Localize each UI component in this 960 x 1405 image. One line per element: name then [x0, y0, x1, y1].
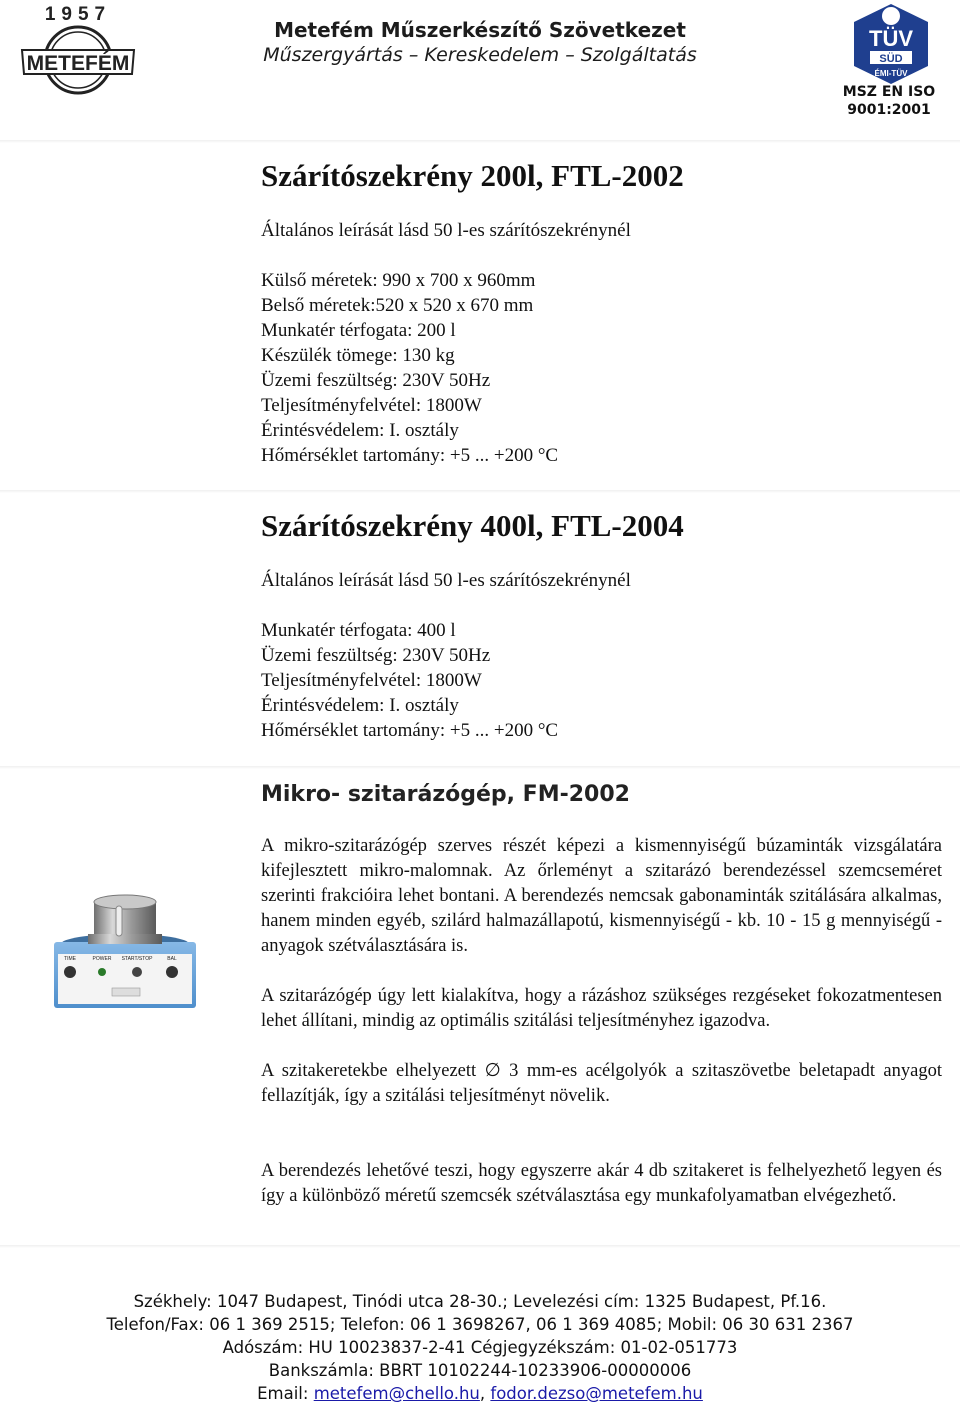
spec-item: Teljesítményfelvétel: 1800W	[261, 670, 482, 691]
product3-description: A mikro-szitarázógép szerves részét képezi a kismennyiségű búzaminták vizsgálatára kifejlesztett mikro-malomnak. Az őrleményt a szitarázó berendezéssel szemcseméret szerinti frakcióira lehet bontani. A berendezés nemcsak gabonaminták szitálására alkalmas, hanem minden egyéb, szilárd halmazállapotú, kismennyiségű - kb. 10 - 15 g mennyiségű - anyagok szétválasztására is.	[261, 836, 942, 956]
product1-title: Szárítószekrény 200l, FTL-2002	[261, 158, 684, 193]
company-name: Metefém Műszerkészítő Szövetkezet	[274, 18, 686, 42]
logo-year: 1957	[44, 4, 112, 25]
logo-text: METEFÉM	[26, 52, 130, 75]
spec-item: Hőmérséklet tartomány: +5 ... +200 °C	[261, 720, 559, 741]
spec-item: Készülék tömege: 130 kg	[261, 345, 455, 366]
iso-version: 9001:2001	[847, 102, 931, 118]
product3-capacity-text: A berendezés lehetővé teszi, hogy egyszerre akár 4 db szitakeret is felhelyezhető legyen és így a különböző méretű szemcsék szétválasztása egy munkafolyamatban elvégezhető.	[261, 1161, 942, 1206]
iso-standard: MSZ EN ISO	[842, 84, 936, 100]
product3-title: Mikro- szitarázógép, FM-2002	[261, 782, 630, 807]
spec-item: Érintésvédelem: I. osztály	[261, 420, 459, 441]
tuv-sub-text: SÜD	[879, 53, 903, 65]
product3-adjustment-text: A szitarázógép úgy lett kialakítva, hogy a rázáshoz szükséges rezgéseket fokozatmentesen lehet állítani, mindig az optimális szitálási teljesítményhez igazodva.	[261, 986, 942, 1031]
footer-bank: Bankszámla: BBRT 10102244-10233906-00000006	[268, 1361, 692, 1380]
spec-item: Munkatér térfogata: 400 l	[261, 620, 456, 641]
header-divider	[0, 140, 960, 143]
company-subtitle: Műszergyártás – Kereskedelem – Szolgáltatás	[263, 44, 697, 66]
product1-spec-list	[261, 268, 558, 468]
tuv-bottom-text: ÉMI-TÜV	[874, 69, 908, 78]
product2-title: Szárítószekrény 400l, FTL-2004	[261, 508, 684, 543]
email-link-fodor[interactable]: fodor.dezso@metefem.hu	[490, 1384, 703, 1403]
product3-balls-text: A szitakeretekbe elhelyezett ∅ 3 mm-es acélgolyók a szitaszövetbe beletapadt anyagot fellazítják, így a szitálási teljesítményt növelik.	[261, 1061, 942, 1106]
device-label-bal: BAL	[167, 956, 177, 962]
metefem-logo	[2, 4, 154, 96]
device-label-power: POWER	[92, 956, 112, 962]
tuv-text: TÜV	[869, 26, 913, 51]
spec-item: Teljesítményfelvétel: 1800W	[261, 395, 482, 416]
spec-item: Belső méretek:520 x 520 x 670 mm	[261, 295, 534, 316]
spec-item: Munkatér térfogata: 200 l	[261, 320, 456, 341]
spec-item: Üzemi feszültség: 230V 50Hz	[261, 645, 491, 666]
footer-address: Székhely: 1047 Budapest, Tinódi utca 28-30.; Levelezési cím: 1325 Budapest, Pf.16.	[133, 1292, 827, 1311]
device-label-start-stop: START/STOP	[121, 956, 153, 962]
product2-intro: Általános leírását lásd 50 l-es szárítószekrénynél	[261, 570, 631, 591]
device-label-time: TIME	[64, 956, 76, 962]
email-link-chello[interactable]: metefem@chello.hu	[313, 1384, 480, 1403]
footer-email-separator: ,	[479, 1384, 491, 1403]
footer-tax: Adószám: HU 10023837-2-41 Cégjegyzékszám: 01-02-051773	[222, 1338, 738, 1357]
section-divider	[0, 490, 960, 493]
spec-item: Külső méretek: 990 x 700 x 960mm	[261, 270, 536, 291]
section-divider	[0, 766, 960, 769]
tuv-certification-logo	[846, 2, 936, 86]
sieve-shaker-device-image	[50, 884, 200, 1010]
product1-intro: Általános leírását lásd 50 l-es szárítószekrénynél	[261, 220, 631, 241]
footer-divider	[0, 1245, 960, 1248]
footer-email-line	[0, 1382, 960, 1405]
spec-item: Érintésvédelem: I. osztály	[261, 695, 459, 716]
spec-item: Hőmérséklet tartomány: +5 ... +200 °C	[261, 445, 559, 466]
footer-phone: Telefon/Fax: 06 1 369 2515; Telefon: 06 1 3698267, 06 1 369 4085; Mobil: 06 30 631 2367	[106, 1315, 854, 1334]
footer-email-label: Email:	[257, 1384, 314, 1403]
product2-spec-list	[261, 618, 558, 743]
spec-item: Üzemi feszültség: 230V 50Hz	[261, 370, 491, 391]
